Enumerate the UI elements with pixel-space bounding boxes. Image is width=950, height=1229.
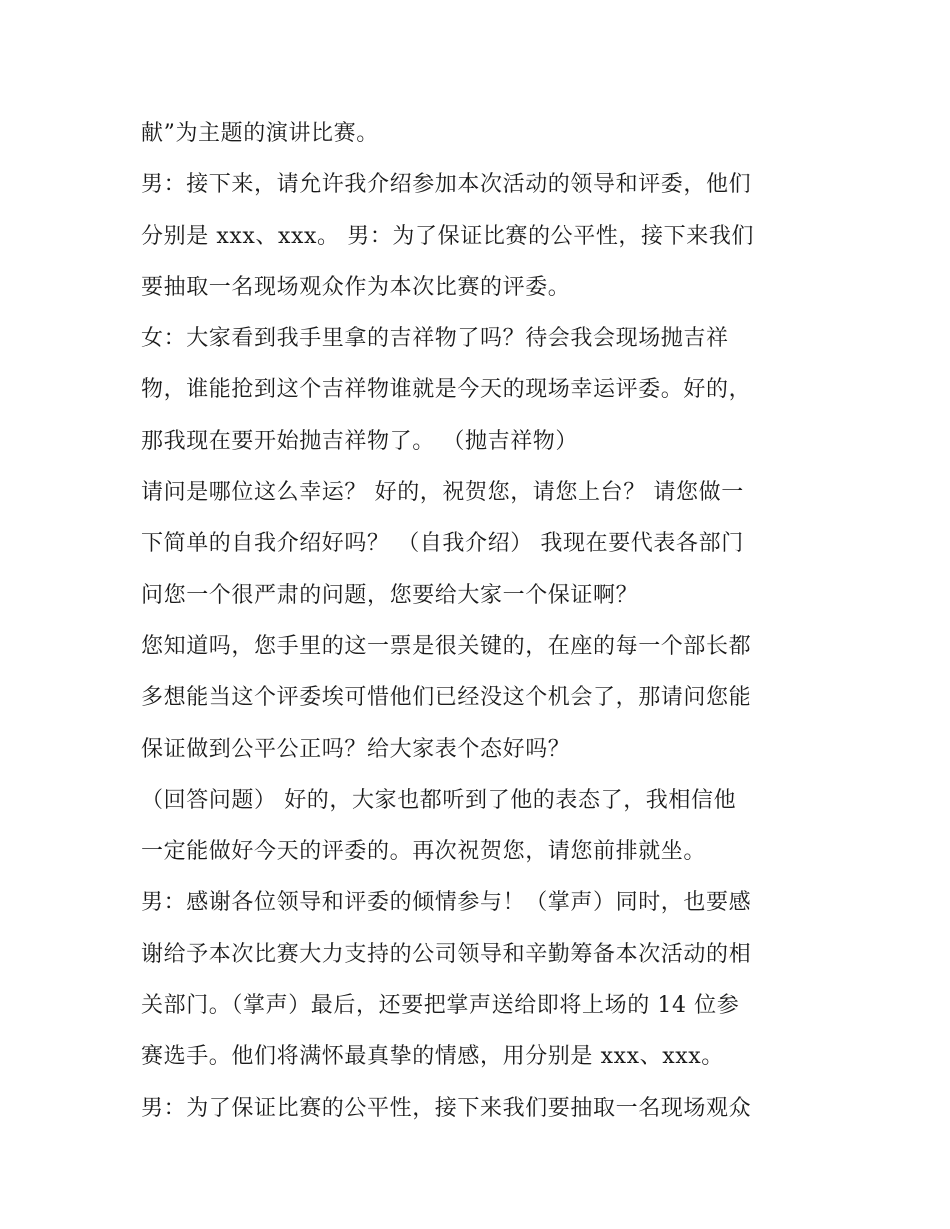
text-line: 您知道吗，您手里的这一票是很关键的，在座的每一个部长都: [141, 633, 752, 659]
text-line: 男：感谢各位领导和评委的倾情参与！（掌声）同时，也要感: [141, 890, 752, 916]
text-line: 献”为主题的演讲比赛。: [141, 121, 379, 146]
text-line: 分别是 xxx、xxx。 男：为了保证比赛的公平性，接下来我们: [141, 223, 755, 249]
text-line: 要抽取一名现场观众作为本次比赛的评委。: [141, 274, 571, 300]
text-line: 多想能当这个评委埃可惜他们已经没这个机会了，那请问您能: [141, 685, 752, 711]
text-line: 谢给予本次比赛大力支持的公司领导和辛勤筹备本次活动的相: [141, 941, 752, 967]
text-line: 男：为了保证比赛的公平性，接下来我们要抽取一名现场观众: [141, 1095, 752, 1121]
text-line: 男：接下来，请允许我介绍参加本次活动的领导和评委，他们: [141, 172, 752, 198]
text-line: 关部门。（掌声）最后，还要把掌声送给即将上场的 14 位参: [141, 993, 740, 1019]
text-line: 请问是哪位这么幸运？ 好的，祝贺您，请您上台？ 请您做一: [141, 480, 744, 506]
text-line: 赛选手。他们将满怀最真挚的情感，用分别是 xxx、xxx。: [141, 1044, 724, 1070]
text-line: 问您一个很严肃的问题，您要给大家一个保证啊？: [141, 582, 639, 608]
text-line: 下简单的自我介绍好吗？ （自我介绍） 我现在要代表各部门: [141, 531, 744, 557]
text-line: 保证做到公平公正吗？给大家表个态好吗？: [141, 736, 571, 762]
text-line: 一定能做好今天的评委的。再次祝贺您，请您前排就坐。: [141, 839, 707, 865]
text-line: （回答问题） 好的，大家也都听到了他的表态了，我相信他: [141, 787, 737, 813]
document-body: [141, 108, 831, 1134]
text-line: 女：大家看到我手里拿的吉祥物了吗？待会我会现场抛吉祥: [141, 326, 729, 352]
text-line: 那我现在要开始抛吉祥物了。 （抛吉祥物）: [141, 428, 578, 454]
text-line: 物，谁能抢到这个吉祥物谁就是今天的现场幸运评委。好的，: [141, 377, 752, 403]
